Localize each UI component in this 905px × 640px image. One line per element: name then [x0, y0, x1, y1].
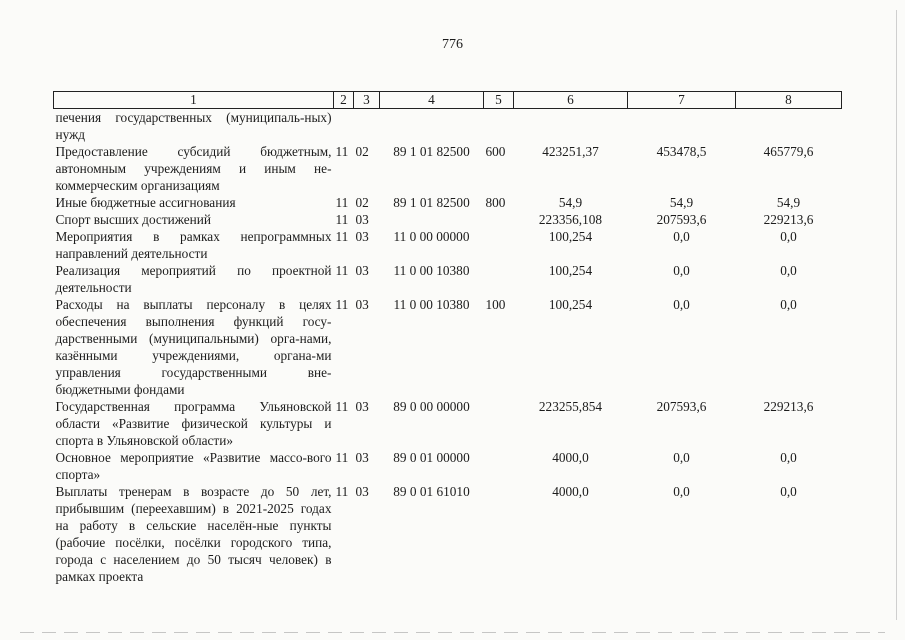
row-subsection: 03: [355, 212, 369, 227]
table-row: [54, 211, 842, 228]
row-section: 11: [335, 297, 349, 312]
row-section: 11: [335, 229, 349, 244]
header-col-3: 3: [354, 92, 380, 109]
row-target-code: 11 0 00 10380: [393, 297, 470, 312]
row-target-code: 89 1 01 82500: [393, 144, 470, 159]
row-amount-3: 0,0: [780, 297, 797, 312]
row-amount-1: 423251,37: [542, 144, 599, 159]
row-amount-2: 54,9: [669, 195, 694, 210]
row-amount-1: 4000,0: [552, 484, 589, 499]
row-amount-1: 223356,108: [538, 212, 603, 227]
row-amount-1: 54,9: [558, 195, 583, 210]
table-row: [54, 449, 842, 483]
table-row: [54, 228, 842, 262]
row-subsection: 03: [355, 450, 369, 465]
row-expense-type: 800: [485, 195, 506, 210]
row-name: Выплаты тренерам в возрасте до 50 лет, прибывшим (переехавшим) в 2021-2025 годах на работу в сельские населён-ные пункты (рабочие посёлки, посёлки городского типа, города с населением до 50 тысяч человек) в рамках проекта: [55, 484, 332, 584]
header-col-4: 4: [380, 92, 484, 109]
row-amount-2: 0,0: [673, 450, 690, 465]
row-amount-3: 229213,6: [763, 399, 814, 414]
row-name: Основное мероприятие «Развитие массо-вого спорта»: [55, 450, 332, 482]
row-amount-2: 0,0: [673, 263, 690, 278]
row-amount-3: 465779,6: [763, 144, 814, 159]
row-expense-type: [484, 228, 514, 262]
table-row: [54, 109, 842, 144]
row-amount-3: 0,0: [780, 229, 797, 244]
row-target-code: [380, 211, 484, 228]
header-col-2: 2: [334, 92, 354, 109]
row-expense-type: [484, 211, 514, 228]
row-subsection: 03: [355, 263, 369, 278]
table-header-row: [54, 92, 842, 109]
row-name: Иные бюджетные ассигнования: [55, 195, 236, 210]
row-amount-1: 100,254: [548, 229, 593, 244]
row-target-code: [380, 109, 484, 144]
row-expense-type: 600: [485, 144, 506, 159]
row-target-code: 89 0 01 00000: [393, 450, 470, 465]
row-expense-type: [484, 449, 514, 483]
header-col-5: 5: [484, 92, 514, 109]
row-section: 11: [335, 195, 349, 210]
row-target-code: 11 0 00 00000: [393, 229, 470, 244]
budget-table: [53, 91, 842, 585]
row-name: Предоставление субсидий бюджетным, автономным учреждениям и иным не-коммерческим организациям: [55, 144, 332, 193]
row-target-code: 11 0 00 10380: [393, 263, 470, 278]
row-expense-type: 100: [485, 297, 506, 312]
table-row: [54, 483, 842, 585]
row-subsection: 03: [355, 484, 369, 499]
row-section: 11: [335, 144, 349, 159]
row-amount-2: 0,0: [673, 229, 690, 244]
page-edge: [896, 10, 897, 620]
row-section: 11: [335, 263, 349, 278]
table-row: [54, 398, 842, 449]
row-expense-type: [484, 483, 514, 585]
row-name: Реализация мероприятий по проектной деятельности: [55, 263, 332, 295]
row-target-code: 89 0 01 61010: [393, 484, 470, 499]
row-amount-2: 0,0: [673, 484, 690, 499]
row-amount-2: 0,0: [673, 297, 690, 312]
row-amount-1: 100,254: [548, 263, 593, 278]
row-section: 11: [335, 212, 349, 227]
row-subsection: 03: [355, 399, 369, 414]
header-col-6: 6: [514, 92, 628, 109]
page-number: 776: [442, 37, 463, 52]
row-section: 11: [335, 484, 349, 499]
row-expense-type: [484, 398, 514, 449]
row-name: Государственная программа Ульяновской области «Развитие физической культуры и спорта в Ульяновской области»: [55, 399, 332, 448]
row-amount-2: 207593,6: [656, 399, 707, 414]
row-subsection: [354, 109, 380, 144]
header-col-1: 1: [54, 92, 334, 109]
row-subsection: 02: [355, 195, 369, 210]
row-subsection: 02: [355, 144, 369, 159]
row-expense-type: [484, 109, 514, 144]
row-amount-3: [736, 109, 842, 144]
header-col-8: 8: [736, 92, 842, 109]
row-section: [334, 109, 354, 144]
table-row: [54, 194, 842, 211]
row-name: печения государственных (муниципаль-ных) нужд: [55, 110, 332, 142]
table-row: [54, 296, 842, 398]
row-amount-3: 0,0: [780, 263, 797, 278]
row-amount-3: 0,0: [780, 450, 797, 465]
row-expense-type: [484, 262, 514, 296]
row-amount-2: 207593,6: [656, 212, 707, 227]
row-amount-1: 4000,0: [552, 450, 589, 465]
row-subsection: 03: [355, 297, 369, 312]
row-section: 11: [335, 450, 349, 465]
header-col-7: 7: [628, 92, 736, 109]
row-amount-1: 100,254: [548, 297, 593, 312]
row-name: Спорт высших достижений: [55, 212, 212, 227]
row-amount-1: 223255,854: [538, 399, 603, 414]
table-row: [54, 262, 842, 296]
row-amount-2: [628, 109, 736, 144]
row-amount-3: 54,9: [776, 195, 801, 210]
row-name: Мероприятия в рамках непрограммных направлений деятельности: [55, 229, 332, 261]
row-amount-3: 229213,6: [763, 212, 814, 227]
scan-artifact-line: [20, 632, 885, 633]
row-name: Расходы на выплаты персоналу в целях обеспечения выполнения функций госу-дарственными (муниципальными) орга-нами, казёнными учреждениями, органа-ми управления государственными вне-бюджетными фондами: [55, 297, 332, 397]
row-target-code: 89 1 01 82500: [393, 195, 470, 210]
row-amount-1: [514, 109, 628, 144]
row-amount-3: 0,0: [780, 484, 797, 499]
row-amount-2: 453478,5: [656, 144, 707, 159]
row-target-code: 89 0 00 00000: [393, 399, 470, 414]
row-subsection: 03: [355, 229, 369, 244]
row-section: 11: [335, 399, 349, 414]
table-row: [54, 143, 842, 194]
